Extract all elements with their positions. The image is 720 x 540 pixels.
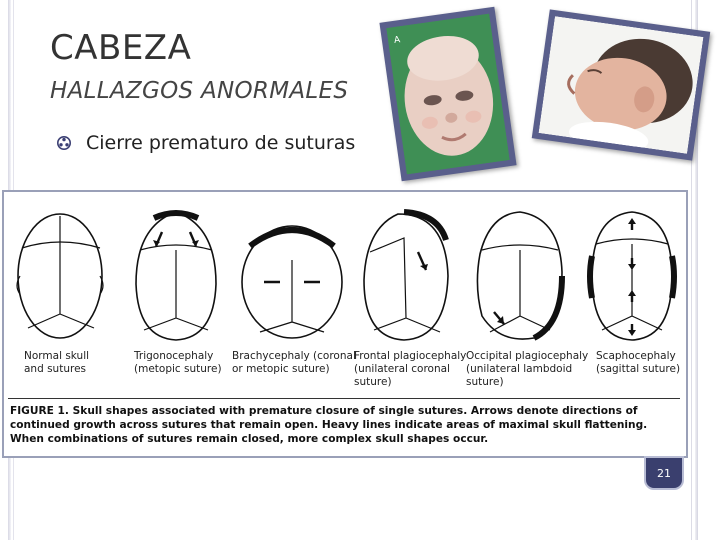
slide-subtitle: HALLAZGOS ANORMALES [50, 78, 349, 104]
bullet-text: Cierre prematuro de suturas [86, 132, 356, 154]
slide-title: CABEZA [50, 28, 192, 68]
trigonocephaly-diagram [126, 206, 226, 346]
figure-divider [8, 398, 680, 399]
infant-face-photo [379, 7, 516, 182]
frontal-plagiocephaly-diagram [356, 206, 456, 346]
occipital-plagiocephaly-label: Occipital plagiocephaly (unilateral lambdoid suture) [466, 350, 589, 388]
page-number-badge: 21 [644, 456, 684, 490]
occipital-plagiocephaly-diagram [470, 206, 570, 346]
trigonocephaly-label: Trigonocephaly (metopic suture) [134, 350, 222, 375]
normal-skull-label: Normal skull and sutures [24, 350, 90, 375]
bullet-icon [56, 135, 72, 151]
infant-face-image [386, 13, 510, 174]
brachycephaly-diagram [238, 206, 348, 346]
bullet-item [56, 132, 355, 154]
skull-shapes-figure [2, 190, 688, 458]
figure-caption: FIGURE 1. Skull shapes associated with premature closure of single sutures. Arrows denote directions of continued growth across sutures that remain open. Heavy lines indicate areas of maximal skull flattening. When combinations of sutures remain closed, more complex skull shapes occur. [10, 405, 648, 445]
infant-profile-photo [532, 9, 711, 160]
photo-corner-mark: A [393, 35, 401, 46]
brachycephaly-label: Brachycephaly (coronal or metopic suture) [232, 350, 356, 375]
scaphocephaly-diagram [584, 206, 684, 346]
scaphocephaly-label: Scaphocephaly (sagittal suture) [596, 350, 681, 375]
infant-profile-image [539, 16, 704, 154]
normal-skull-diagram [12, 206, 112, 346]
frontal-plagiocephaly-label: Frontal plagiocephaly (unilateral coronal suture) [354, 350, 467, 388]
